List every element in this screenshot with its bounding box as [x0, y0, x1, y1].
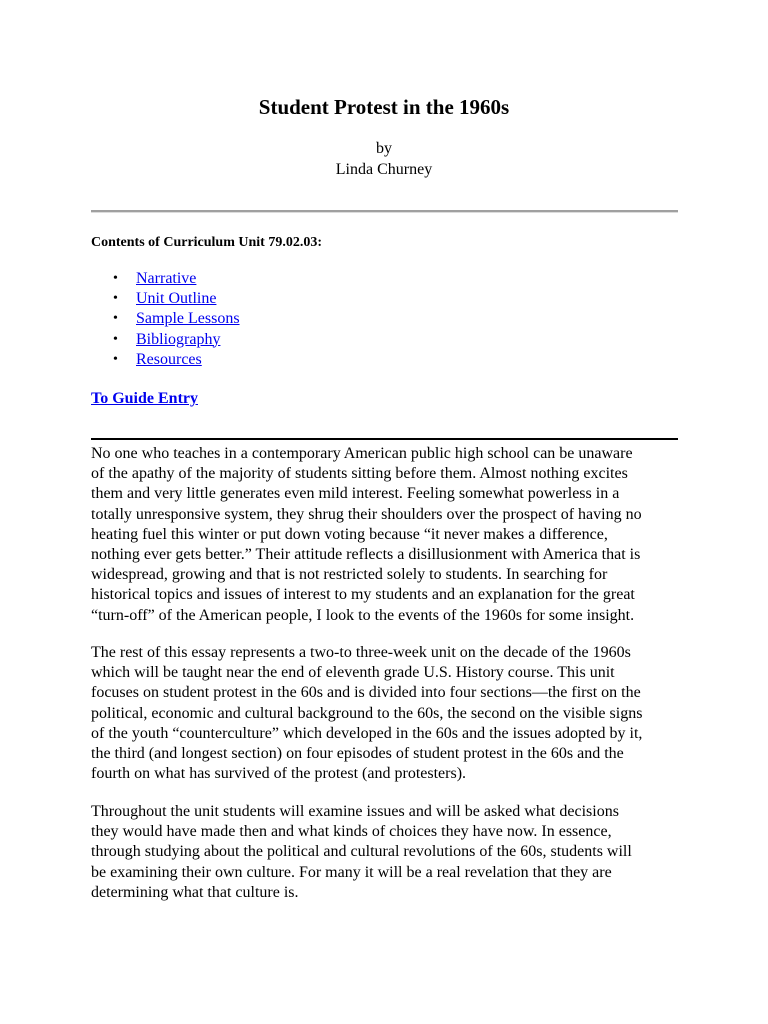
bullet-icon: •	[113, 311, 118, 327]
body-divider	[91, 438, 678, 440]
text-line: heating fuel this winter or put down voting because “it never makes a difference,	[91, 525, 608, 543]
text-line: focuses on student protest in the 60s and is divided into four sections—the first on the	[91, 684, 641, 702]
text-line: No one who teaches in a contemporary American public high school can be unaware	[91, 445, 633, 462]
text-line: widespread, growing and that is not restricted solely to students. In searching for	[91, 566, 608, 584]
text-line: of the apathy of the majority of students sitting before them. Almost nothing excites	[91, 465, 628, 483]
paragraph-unit-overview	[91, 643, 681, 784]
bullet-icon: •	[113, 271, 118, 286]
text-line: of the youth “counterculture” which developed in the 60s and the issues adopted by it,	[91, 724, 643, 742]
text-line: which will be taught near the end of eleventh grade U.S. History course. This unit	[91, 664, 615, 682]
by-label: by	[376, 140, 392, 157]
guide-entry	[91, 389, 198, 409]
bullet-icon: •	[113, 351, 118, 367]
link-unit-outline[interactable]: Unit Outline	[136, 290, 217, 308]
text-line: through studying about the political and cultural revolutions of the 60s, students will	[91, 843, 632, 861]
paragraph-intro	[91, 444, 681, 626]
document-title: Student Protest in the 1960s	[258, 95, 510, 119]
link-resources[interactable]: Resources	[136, 350, 202, 368]
text-line: determining what that culture is.	[91, 883, 299, 901]
text-line: fourth on what has survived of the protest (and protesters).	[91, 765, 467, 783]
text-line: Throughout the unit students will examine issues and will be asked what decisions	[91, 803, 619, 820]
contents-item	[91, 330, 240, 350]
byline	[0, 138, 768, 180]
text-line: totally unresponsive system, they shrug their shoulders over the prospect of having no	[91, 505, 642, 523]
contents-list	[91, 269, 240, 370]
link-guide-entry[interactable]: To Guide Entry	[91, 390, 198, 407]
link-narrative[interactable]: Narrative	[136, 270, 197, 287]
contents-item	[91, 350, 240, 370]
text-line: nothing ever gets better.” Their attitude reflects a disillusionment with America that is	[91, 546, 641, 564]
link-sample-lessons[interactable]: Sample Lessons	[136, 310, 240, 328]
contents-heading: Contents of Curriculum Unit 79.02.03:	[91, 235, 322, 250]
bullet-icon: •	[113, 291, 118, 307]
contents-item	[91, 289, 240, 309]
paragraph-unit-goals	[91, 802, 681, 903]
text-line: the third (and longest section) on four episodes of student protest in the 60s and the	[91, 745, 624, 763]
link-bibliography[interactable]: Bibliography	[136, 330, 221, 348]
text-line: The rest of this essay represents a two-to three-week unit on the decade of the 1960s	[91, 644, 631, 661]
header-divider	[91, 210, 678, 213]
contents-item	[91, 269, 240, 289]
text-line: historical topics and issues of interest to my students and an explanation for the great	[91, 586, 635, 604]
text-line: political, economic and cultural background to the 60s, the second on the visible signs	[91, 704, 643, 722]
text-line: be examining their own culture. For many it will be a real revelation that they are	[91, 863, 612, 881]
bullet-icon: •	[113, 331, 118, 347]
contents-item	[91, 309, 240, 329]
text-line: “turn-off” of the American people, I look to the events of the 1960s for some insight.	[91, 606, 635, 624]
text-line: them and very little generates even mild interest. Feeling somewhat powerless in a	[91, 485, 620, 503]
author-name: Linda Churney	[335, 161, 433, 178]
text-line: they would have made then and what kinds of choices they have now. In essence,	[91, 823, 612, 841]
